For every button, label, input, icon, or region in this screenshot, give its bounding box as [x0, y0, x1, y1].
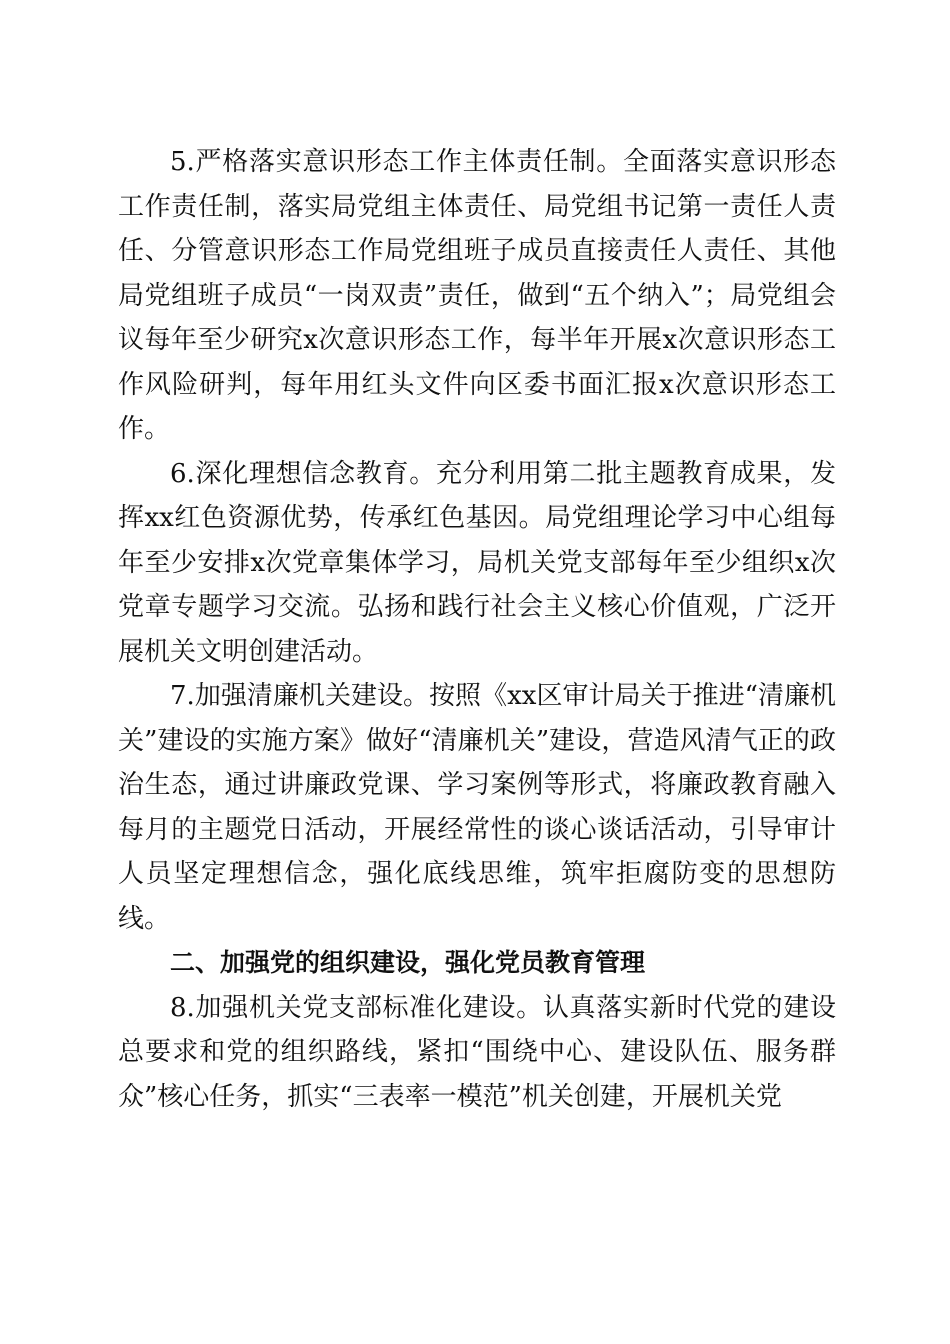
paragraph-8-party-branch: 8.加强机关党支部标准化建设。认真落实新时代党的建设总要求和党的组织路线，紧扣“围绕中心、建设队伍、服务群众”核心任务，抓实“三表率一模范”机关创建，开展机关党 [118, 992, 836, 1112]
section-heading-2: 二、加强党的组织建设，强化党员教育管理 [170, 948, 646, 977]
paragraph-7-clean-government: 7.加强清廉机关建设。按照《xx区审计局关于推进“清廉机关”建设的实施方案》做好“清廉机关”建设，营造风清气正的政治生态，通过讲廉政党课、学习案例等形式，将廉政教育融入每月的主题党日活动，开展经常性的谈心谈话活动，引导审计人员坚定理想信念，强化底线思维，筑牢拒腐防变的思想防线。 [118, 681, 836, 934]
paragraph-5-ideology-responsibility: 5.严格落实意识形态工作主体责任制。全面落实意识形态工作责任制，落实局党组主体责任、局党组书记第一责任人责任、分管意识形态工作局党组班子成员直接责任人责任、其他局党组班子成员“一岗双责”责任，做到“五个纳入”；局党组会议每年至少研究x次意识形态工作，每半年开展x次意识形态工作风险研判，每年用红头文件向区委书面汇报x次意识形态工作。 [118, 147, 836, 444]
paragraph-6-ideals-education: 6.深化理想信念教育。充分利用第二批主题教育成果，发挥xx红色资源优势，传承红色基因。局党组理论学习中心组每年至少安排x次党章集体学习，局机关党支部每年至少组织x次党章专题学习交流。弘扬和践行社会主义核心价值观，广泛开展机关文明创建活动。 [118, 458, 836, 667]
document-body [118, 140, 836, 1119]
